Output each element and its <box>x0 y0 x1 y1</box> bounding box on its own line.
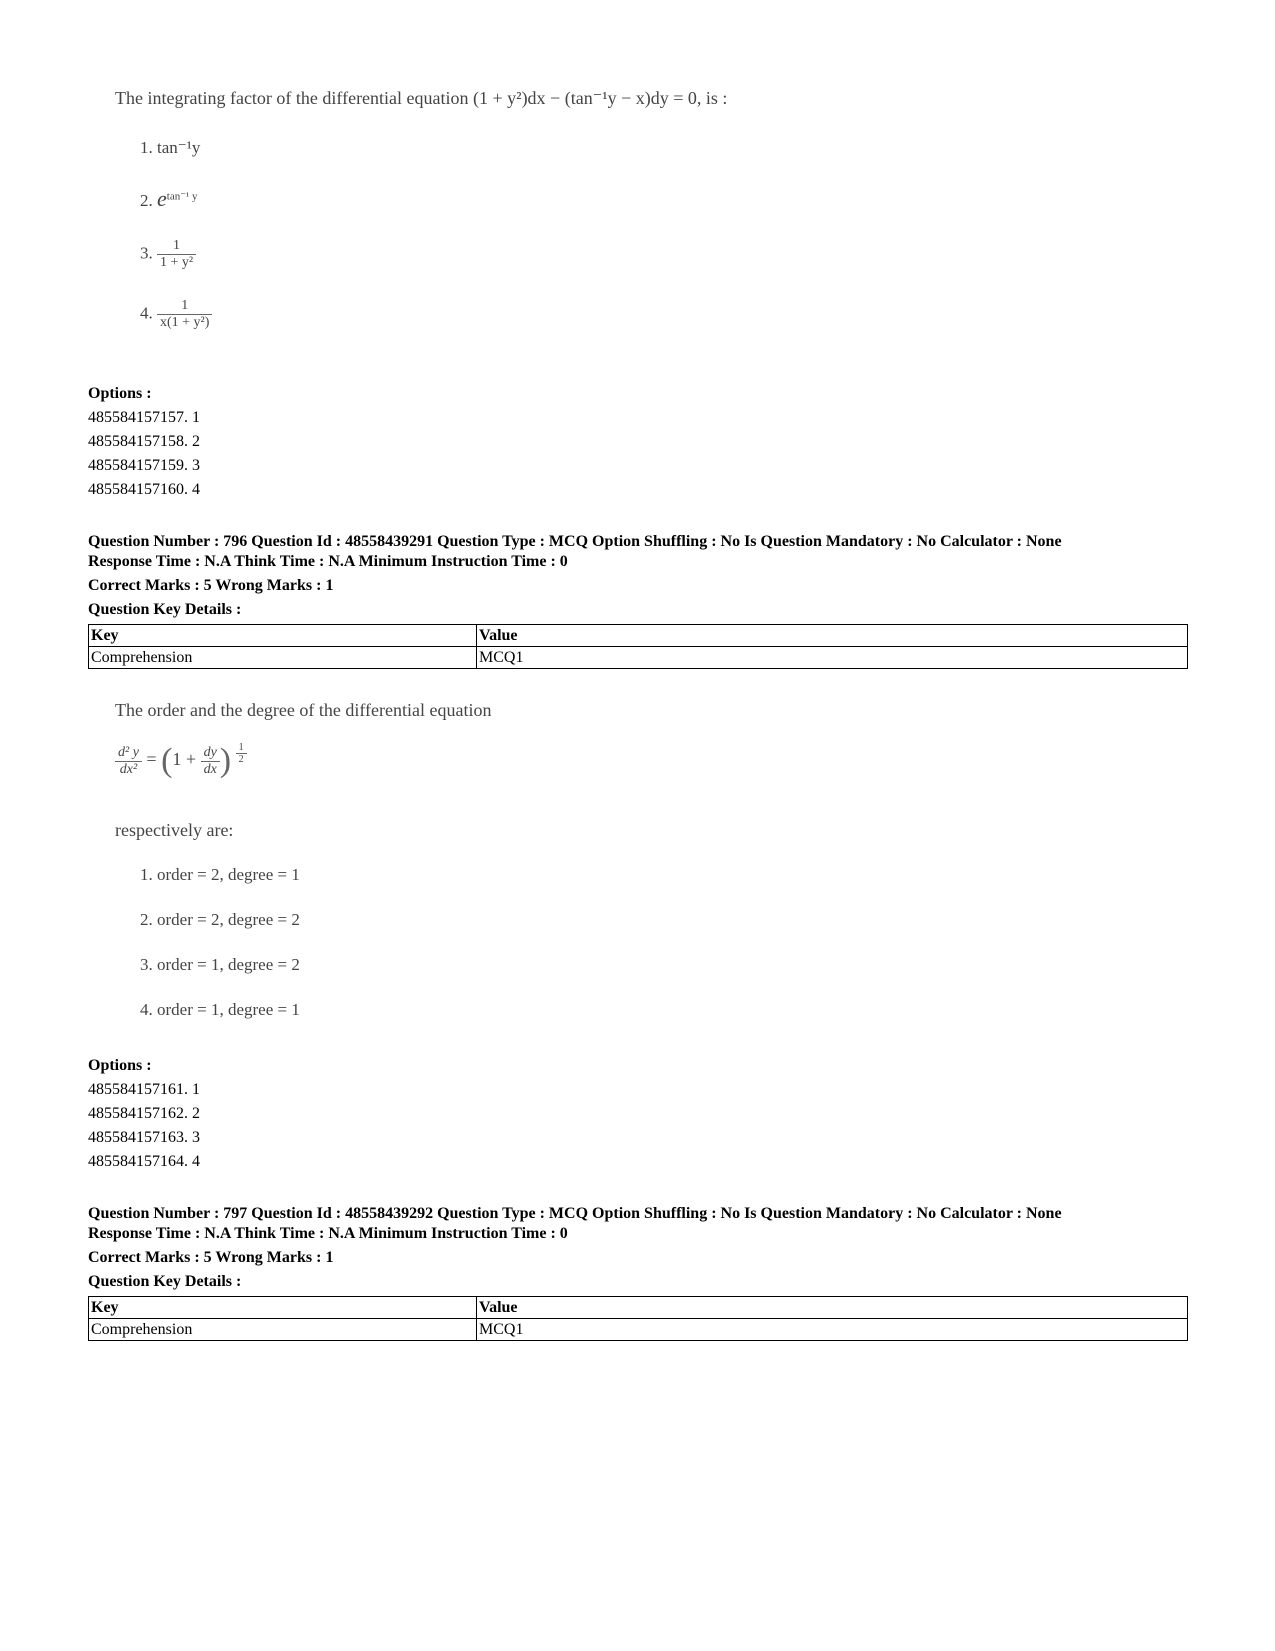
q796-stem: The order and the degree of the differential equation <box>115 700 492 720</box>
q796-option-1: 485584157161. 1 <box>88 1081 200 1098</box>
q797-key-table <box>88 1296 1188 1341</box>
q796-key-details-label: Question Key Details : <box>88 601 242 618</box>
q796-header-line1: Question Number : 796 Question Id : 48558439291 Question Type : MCQ Option Shuffling : No Is Question Mandatory : No Calculator : None <box>88 533 1062 550</box>
table-header-key: Key <box>89 1297 477 1319</box>
q796-option-2: 485584157162. 2 <box>88 1105 200 1122</box>
q795-option-2: 485584157158. 2 <box>88 433 200 450</box>
table-header-value: Value <box>477 625 1188 647</box>
q796-choice-2: 2. order = 2, degree = 2 <box>140 910 300 929</box>
q797-header-line2: Response Time : N.A Think Time : N.A Minimum Instruction Time : 0 <box>88 1225 568 1242</box>
q795-choice-4: 4. $\frac{1}{\text{x(1 + y²)}}$ <box>140 298 212 331</box>
q796-option-4: 485584157164. 4 <box>88 1153 200 1170</box>
table-header-row <box>89 1297 1188 1319</box>
table-cell: MCQ1 <box>477 647 1188 669</box>
q796-options-label: Options : <box>88 1057 152 1074</box>
q795-options-label: Options : <box>88 385 152 402</box>
q796-choice-3: 3. order = 1, degree = 2 <box>140 955 300 974</box>
q797-key-details-label: Question Key Details : <box>88 1273 242 1290</box>
q796-choice-1: 1. order = 2, degree = 1 <box>140 865 300 884</box>
q795-choice-3: 3. $\frac{1}{\text{1 + y²}}$ <box>140 238 196 271</box>
table-cell: Comprehension <box>89 647 477 669</box>
q795-stem: The integrating factor of the differential equation (1 + y²)dx − (tan⁻¹y − x)dy = 0, is : <box>115 88 728 108</box>
q795-option-1: 485584157157. 1 <box>88 409 200 426</box>
table-header-row <box>89 625 1188 647</box>
q795-choice-2: 2. $e^{tan^{-1} y}$ <box>140 186 198 211</box>
q796-choice-4: 4. order = 1, degree = 1 <box>140 1000 300 1019</box>
table-cell: Comprehension <box>89 1319 477 1341</box>
q796-header-line2: Response Time : N.A Think Time : N.A Minimum Instruction Time : 0 <box>88 553 568 570</box>
q796-key-table <box>88 624 1188 669</box>
table-header-key: Key <box>89 625 477 647</box>
table-row <box>89 647 1188 669</box>
q796-marks: Correct Marks : 5 Wrong Marks : 1 <box>88 577 334 594</box>
table-cell: MCQ1 <box>477 1319 1188 1341</box>
q795-option-4: 485584157160. 4 <box>88 481 200 498</box>
q797-header-line1: Question Number : 797 Question Id : 48558439292 Question Type : MCQ Option Shuffling : No Is Question Mandatory : No Calculator : None <box>88 1205 1062 1222</box>
q795-choice-1: 1. tan⁻¹y <box>140 138 201 157</box>
table-header-value: Value <box>477 1297 1188 1319</box>
q796-stem-after: respectively are: <box>115 820 234 840</box>
q796-equation: $\frac{\text{d² y}}{\text{dx²}}$ = (1 + $\frac{dy}{dx}$ ) $\frac{1}{2}$ <box>115 742 247 800</box>
q796-option-3: 485584157163. 3 <box>88 1129 200 1146</box>
q797-marks: Correct Marks : 5 Wrong Marks : 1 <box>88 1249 334 1266</box>
q795-option-3: 485584157159. 3 <box>88 457 200 474</box>
table-row <box>89 1319 1188 1341</box>
